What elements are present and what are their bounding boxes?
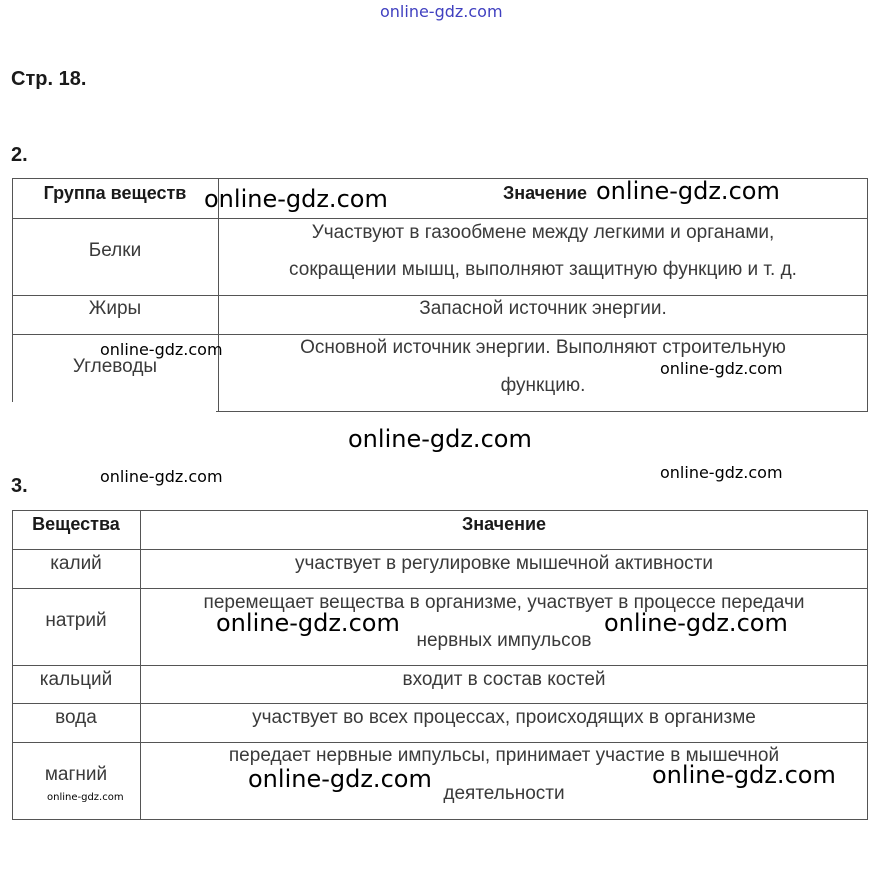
task3-header-meaning: Значение	[461, 514, 547, 534]
watermark-text: online-gdz.com	[660, 359, 783, 378]
task3-row3-line1: входит в состав костей	[402, 669, 606, 690]
watermark-text: online-gdz.com	[204, 185, 388, 213]
task2-row1-line1: Участвуют в газообмене между легкими и органами,	[311, 222, 775, 243]
task2-row1-group: Белки	[88, 240, 142, 261]
watermark-text: online-gdz.com	[652, 761, 836, 789]
watermark-text: online-gdz.com	[248, 765, 432, 793]
watermark-text: online-gdz.com	[596, 177, 780, 205]
task2-row2-group: Жиры	[88, 298, 142, 319]
task2-row1-line2: сокращении мышц, выполняют защитную функцию и т. д.	[289, 259, 797, 280]
task3-row5-line1: передает нервные импульсы, принимает участие в мышечной	[228, 745, 780, 766]
task2-header-meaning: Значение	[502, 183, 588, 203]
watermark-text: online-gdz.com	[216, 609, 400, 637]
watermark-text: online-gdz.com	[660, 463, 783, 482]
task3-row2-line1: перемещает вещества в организме, участвует в процессе передачи	[203, 592, 805, 613]
task3-row1-line1: участвует в регулировке мышечной активности	[295, 553, 713, 574]
task3-row1-substance: калий	[50, 553, 102, 574]
task2-row3-line1: Основной источник энергии. Выполняют строительную	[300, 337, 786, 358]
watermark-text: online-gdz.com	[100, 467, 223, 486]
task2-row3-line2: функцию.	[500, 375, 586, 396]
task2-number: 2.	[11, 144, 28, 166]
watermark-text: online-gdz.com	[604, 609, 788, 637]
watermark-text: online-gdz.com	[348, 425, 532, 453]
task3-number: 3.	[11, 475, 28, 497]
task3-header-substance: Вещества	[32, 514, 120, 534]
top-watermark: online-gdz.com	[380, 2, 503, 21]
watermark-text: online-gdz.com	[100, 340, 223, 359]
task3-row5-line2: деятельности	[443, 783, 565, 804]
task3-row4-substance: вода	[55, 707, 97, 728]
page-label: Стр. 18.	[11, 68, 87, 90]
task3-row2-substance: натрий	[45, 610, 107, 631]
task2-row2-line1: Запасной источник энергии.	[419, 298, 667, 319]
task2-header-group: Группа веществ	[43, 183, 187, 203]
task3-row2-line2: нервных импульсов	[416, 630, 592, 651]
task2-row3-group: Углеводы	[72, 356, 158, 377]
task3-row5-substance: магний	[44, 764, 108, 785]
task3-row3-substance: кальций	[39, 669, 113, 690]
task3-row4-line1: участвует во всех процессах, происходящих в организме	[252, 707, 756, 728]
watermark-text: online-gdz.com	[47, 792, 124, 803]
